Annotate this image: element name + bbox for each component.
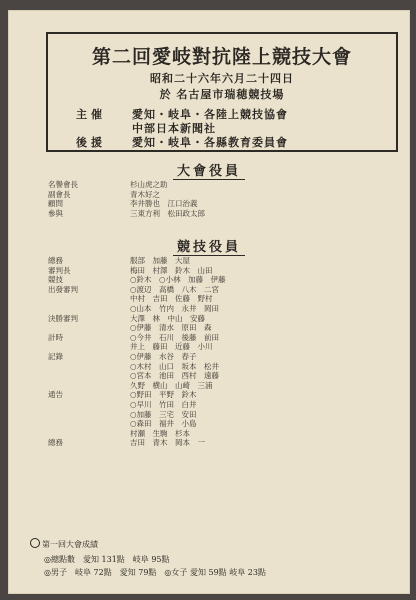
staff-row xyxy=(48,333,396,343)
section-heading-officers: 大會役員 xyxy=(8,160,410,179)
staff-role: 通告 xyxy=(48,390,63,400)
staff-role xyxy=(48,381,130,391)
staff-role xyxy=(48,419,130,429)
staff-role: 總務 xyxy=(48,256,63,265)
staff-names: ○野田 平野 鈴木 xyxy=(130,390,197,400)
staff-names: ○伊藤 水谷 春子 xyxy=(130,351,197,361)
organizer-line-1: 愛知・岐阜・各陸上競技協會 xyxy=(132,108,288,121)
officers-row xyxy=(48,199,396,209)
officers-role: 參與 xyxy=(48,208,63,218)
officers-list xyxy=(48,180,396,224)
staff-row xyxy=(48,438,396,448)
staff-role xyxy=(48,400,130,410)
officers-names: 杉山虎之助 xyxy=(130,180,168,189)
staff-row xyxy=(48,429,396,439)
event-title: 第二回愛岐對抗陸上競技大會 xyxy=(91,46,352,68)
officers-row xyxy=(48,180,396,190)
staff-role: 審判長 xyxy=(48,265,71,275)
supporter-row xyxy=(76,134,386,150)
staff-row xyxy=(48,410,396,420)
officers-names: 李井勝也 江口治義 xyxy=(130,199,198,209)
staff-names: 大澤 林 中山 安藤 xyxy=(130,313,205,323)
staff-role xyxy=(48,304,130,314)
event-venue: 於 名古屋市瑞穂競技場 xyxy=(159,88,285,101)
staff-row xyxy=(48,362,396,372)
staff-role xyxy=(48,362,130,372)
staff-names: ○木村 山口 坂本 松井 xyxy=(130,361,220,371)
officers-names: 三東方利 松田政太郎 xyxy=(130,208,205,218)
staff-role: 出發審判 xyxy=(48,284,78,294)
staff-row xyxy=(48,256,396,266)
staff-role xyxy=(48,323,130,333)
staff-names: ○加藤 三宅 安田 xyxy=(130,409,197,419)
staff-names: 服部 加藤 大屋 xyxy=(130,256,190,265)
staff-names: 久野 横山 山崎 三浦 xyxy=(130,380,213,390)
staff-names: 中村 吉田 佐藤 野村 xyxy=(130,294,213,304)
officers-role: 顧問 xyxy=(48,199,63,209)
staff-names: 村瀬 生駒 杉本 xyxy=(130,428,190,438)
officers-names: 青木好之 xyxy=(130,189,160,199)
organizer-label: 主催 xyxy=(76,108,106,121)
supporter-label: 後援 xyxy=(76,136,106,149)
staff-role xyxy=(48,294,130,304)
staff-names: ○鈴木 ○小林 加藤 伊藤 xyxy=(130,275,226,285)
section-heading-staff: 競技役員 xyxy=(8,236,410,255)
results-row-split: ◎男子 岐阜 72點 愛知 79點 ◎女子 愛知 59點 岐阜 23點 xyxy=(44,568,266,577)
staff-row xyxy=(48,381,396,391)
results-heading: 第一回大會成績 xyxy=(30,538,400,550)
staff-names: 梅田 村澤 鈴木 山田 xyxy=(130,265,213,275)
staff-names: ○伊藤 清水 原田 森 xyxy=(130,323,212,333)
officers-role: 名譽會長 xyxy=(48,180,78,189)
staff-row xyxy=(48,352,396,362)
staff-role: 總務 xyxy=(48,438,63,448)
staff-row xyxy=(48,323,396,333)
supporter-text: 愛知・岐阜・各縣教育委員會 xyxy=(132,136,288,149)
staff-row xyxy=(48,285,396,295)
staff-row xyxy=(48,371,396,381)
staff-role xyxy=(48,410,130,420)
staff-list xyxy=(48,256,396,518)
staff-names: ○今井 石川 後藤 前田 xyxy=(130,332,220,342)
staff-names: ○渡辺 高橋 八木 二宮 xyxy=(130,284,220,294)
staff-names: ○早川 竹田 白井 xyxy=(130,399,197,409)
staff-names: 井上 藤田 近藤 小川 xyxy=(130,342,213,352)
staff-role xyxy=(48,371,130,381)
staff-names: ○森田 福井 小島 xyxy=(130,419,197,429)
staff-row xyxy=(48,314,396,324)
circle-mark-icon xyxy=(30,538,40,548)
organizer-line-2: 中部日本新聞社 xyxy=(132,122,216,135)
staff-names: 吉田 青木 岡本 一 xyxy=(130,438,205,448)
results-row-total: ◎總點數 愛知 131點 岐阜 95點 xyxy=(44,555,170,564)
staff-row xyxy=(48,266,396,276)
staff-role: 決勝審判 xyxy=(48,313,78,323)
title-box xyxy=(46,32,398,152)
staff-row xyxy=(48,275,396,285)
officers-row xyxy=(48,190,396,200)
staff-role: 記錄 xyxy=(48,351,63,361)
staff-role: 計時 xyxy=(48,332,63,342)
officers-role: 副會長 xyxy=(48,189,71,199)
officers-row xyxy=(48,209,396,219)
staff-row xyxy=(48,342,396,352)
staff-names: ○宮本 池田 西村 遠藤 xyxy=(130,371,220,381)
staff-row xyxy=(48,304,396,314)
staff-row xyxy=(48,400,396,410)
staff-role xyxy=(48,429,130,439)
staff-role: 競技 xyxy=(48,275,63,285)
staff-row xyxy=(48,294,396,304)
document-sheet xyxy=(8,10,410,594)
staff-names: ○山本 竹内 永井 岡田 xyxy=(130,303,220,313)
staff-row xyxy=(48,390,396,400)
event-date: 昭和二十六年六月二十四日 xyxy=(150,72,294,85)
staff-row xyxy=(48,419,396,429)
staff-role xyxy=(48,342,130,352)
